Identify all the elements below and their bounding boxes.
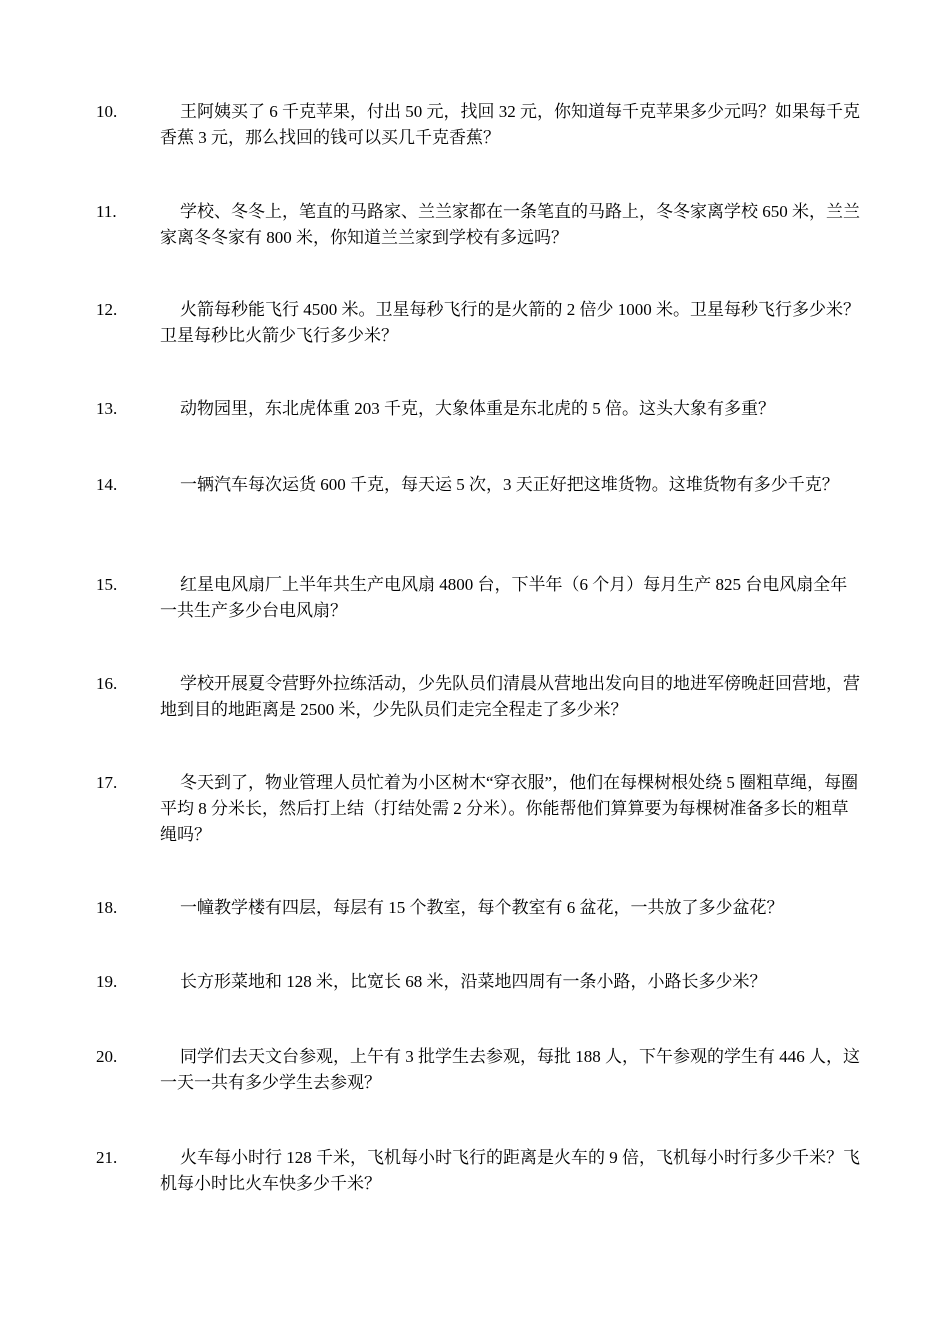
problem-text: 一辆汽车每次运货 600 千克，每天运 5 次，3 天正好把这堆货物。这堆货物有多少千克？ <box>180 475 839 494</box>
problem-text: 动物园里，东北虎体重 203 千克，大象体重是东北虎的 5 倍。这头大象有多重？ <box>180 399 775 418</box>
problem-number: 19. <box>96 972 118 991</box>
problem-11 <box>96 199 862 251</box>
problem-text: 红星电风扇厂上半年共生产电风扇 4800 台，下半年（6 个月）每月生产 825 台电风扇全年一共生产多少台电风扇？ <box>160 575 848 620</box>
problem-10 <box>96 99 862 151</box>
problem-text: 学校、冬冬上，笔直的马路家、兰兰家都在一条笔直的马路上，冬冬家离学校 650 米，兰兰家离冬冬家有 800 米，你知道兰兰家到学校有多远吗？ <box>160 202 860 247</box>
problem-text: 火箭每秒能飞行 4500 米。卫星每秒飞行的是火箭的 2 倍少 1000 米。卫星每秒飞行多少米？卫星每秒比火箭少飞行多少米？ <box>160 300 860 345</box>
problem-14 <box>96 472 862 498</box>
problem-text: 学校开展夏令营野外拉练活动，少先队员们清晨从营地出发向目的地进军傍晚赶回营地，营地到目的地距离是 2500 米，少先队员们走完全程走了多少米？ <box>160 674 860 719</box>
problem-text: 王阿姨买了 6 千克苹果，付出 50 元，找回 32 元，你知道每千克苹果多少元吗？如果每千克香蕉 3 元，那么找回的钱可以买几千克香蕉？ <box>160 102 860 147</box>
problem-18 <box>96 895 862 921</box>
problem-number: 17. <box>96 773 118 792</box>
problem-number: 18. <box>96 898 118 917</box>
problem-text: 火车每小时行 128 千米，飞机每小时飞行的距离是火车的 9 倍，飞机每小时行多少千米？飞机每小时比火车快多少千米？ <box>160 1148 860 1193</box>
problem-number: 11. <box>96 202 117 221</box>
problem-number: 15. <box>96 575 118 594</box>
problem-13 <box>96 396 862 422</box>
problem-text: 冬天到了，物业管理人员忙着为小区树木“穿衣服”，他们在每棵树根处绕 5 圈粗草绳，每圈平均 8 分米长，然后打上结（打结处需 2 分米）。你能帮他们算算要为每棵树准备多长的粗草绳吗？ <box>160 773 859 844</box>
problem-20 <box>96 1044 862 1096</box>
problem-17 <box>96 770 862 848</box>
problem-16 <box>96 671 862 723</box>
problem-number: 10. <box>96 102 118 121</box>
problem-number: 12. <box>96 300 118 319</box>
problem-text: 一幢教学楼有四层，每层有 15 个教室，每个教室有 6 盆花，一共放了多少盆花？ <box>180 898 784 917</box>
problem-number: 21. <box>96 1148 118 1167</box>
problem-number: 20. <box>96 1047 118 1066</box>
problem-number: 14. <box>96 475 118 494</box>
problem-12 <box>96 297 862 349</box>
problem-15 <box>96 572 862 624</box>
problem-text: 长方形菜地和 128 米，比宽长 68 米，沿菜地四周有一条小路，小路长多少米？ <box>180 972 767 991</box>
problem-21 <box>96 1145 862 1197</box>
problem-number: 16. <box>96 674 118 693</box>
problem-19 <box>96 969 862 995</box>
problem-number: 13. <box>96 399 118 418</box>
problem-text: 同学们去天文台参观，上午有 3 批学生去参观，每批 188 人，下午参观的学生有 446 人，这一天一共有多少学生去参观？ <box>160 1047 860 1092</box>
